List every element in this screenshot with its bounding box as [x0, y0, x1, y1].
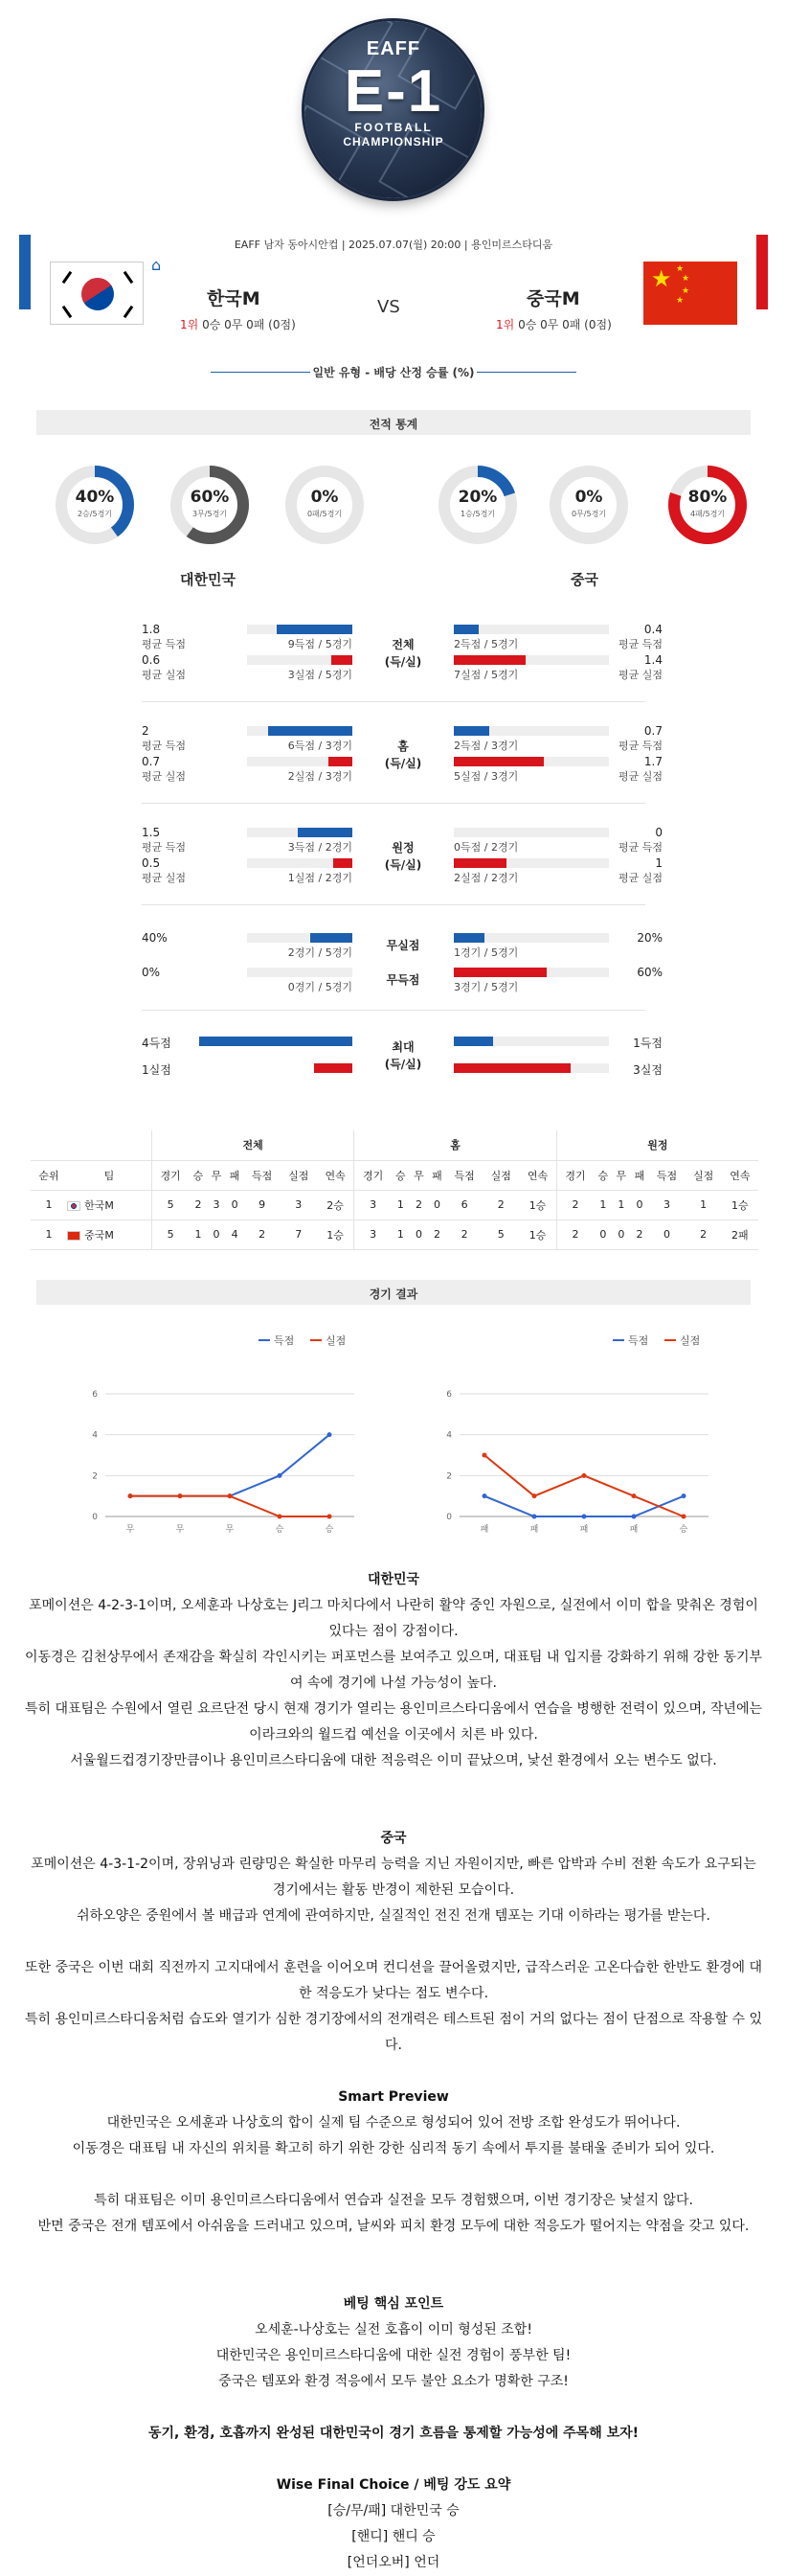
cell-value: 2: [556, 1220, 594, 1249]
home-team-record: [180, 316, 296, 332]
cell-value: 7: [281, 1220, 317, 1249]
col-header: 득점: [648, 1160, 685, 1190]
home-bar-track: [247, 968, 352, 977]
table-row: [31, 1220, 758, 1249]
series-point: [532, 1493, 537, 1498]
stat-group-label: [374, 839, 432, 874]
away-bar-fill: [454, 625, 479, 634]
stat-label: 평균 득점: [142, 841, 187, 854]
stat-label: 평균 득점: [618, 841, 663, 854]
stat-group-label: [374, 636, 432, 671]
streak-label: 무실점: [386, 939, 420, 952]
cell-value: 2승: [317, 1190, 354, 1220]
series-point: [278, 1515, 282, 1519]
cell-value: 0: [410, 1220, 428, 1249]
cell-value: 3: [207, 1190, 225, 1220]
away-bar-caption: 1경기 / 5경기: [454, 946, 519, 959]
stat-group-label-line: (득/실): [384, 757, 422, 770]
donut-chart: [55, 465, 135, 545]
col-header: 무: [612, 1160, 630, 1190]
col-header: 실점: [483, 1160, 519, 1190]
cell-value: 4: [226, 1220, 244, 1249]
stat-label: 평균 실점: [142, 770, 187, 783]
home-bar-caption: 1실점 / 2경기: [287, 872, 352, 884]
y-tick-label: 2: [92, 1471, 98, 1482]
korea-analysis-line: 포메이션은 4-2-3-1이며, 오세훈과 나상호는 J리그 마치다에서 나란히 활약 중인 자원으로, 실전에서 이미 합을 맞춰온 경험이 있다는 점이 강점이다.: [29, 1598, 758, 1639]
table-row: [31, 1190, 758, 1220]
china-analysis-line: 포메이션은 4-3-1-2이며, 장위닝과 린량밍은 확실한 마무리 능력을 지닌 자원이지만, 빠른 압박과 수비 전환 속도가 요구되는 경기에서는 활동 반경이 제한된 모습이다.: [31, 1857, 756, 1898]
home-max-bar: [314, 1063, 352, 1073]
away-max-bar: [454, 1037, 493, 1046]
korea-analysis-line: 이동경은 김천상무에서 존재감을 확실히 각인시키는 퍼포먼스를 보여주고 있으며, 대표팀 내 입지를 강화하기 위해 강한 동기부여 속에 경기에 나설 가능성이 높다.: [25, 1650, 762, 1691]
cell-value: 2: [189, 1190, 207, 1220]
away-bar-fill: [454, 858, 506, 868]
stat-group-label-line: 원정: [392, 841, 415, 855]
korea-analysis-line: 특히 대표팀은 수원에서 열린 요르단전 당시 현재 경기가 열리는 용인미르스타디움에서 연습을 병행한 전력이 있으며, 작년에는 이라크와의 월드컵 예선을 이곳에서 치른 바 있다.: [25, 1701, 762, 1743]
smart-preview-line: 이동경은 대표팀 내 자신의 위치를 확고히 하기 위한 강한 심리적 동기 속에서 투지를 불태울 준비가 되어 있다.: [72, 2141, 715, 2156]
line-chart: [77, 1327, 364, 1535]
stat-value: 1.7: [643, 755, 663, 768]
stat-value: 0.5: [142, 856, 161, 870]
series-point: [632, 1515, 637, 1519]
china-analysis-line: 또한 중국은 이번 대회 직전까지 고지대에서 훈련을 이어오며 컨디션을 끌어올렸지만, 급작스러운 고온다습한 한반도 환경에 대한 적응도가 낮다는 점도 변수다.: [25, 1960, 762, 2001]
col-header: 경기: [556, 1160, 594, 1190]
away-bar-caption: 3경기 / 5경기: [454, 981, 519, 993]
cell-value: 0: [428, 1190, 446, 1220]
col-header: 경기: [354, 1160, 392, 1190]
y-tick-label: 0: [92, 1513, 98, 1522]
cell-value: 2: [686, 1220, 722, 1249]
summary-line: 동기, 환경, 호흡까지 완성된 대한민국이 경기 흐름을 통제할 가능성에 주목해 보자!: [147, 2426, 640, 2441]
col-header: 패: [226, 1160, 244, 1190]
col-header: 득점: [244, 1160, 281, 1190]
donut-percent: 20%: [458, 488, 498, 507]
final-choice-line: [핸디] 핸디 승: [351, 2529, 436, 2544]
cell-team: [67, 1220, 151, 1249]
stat-value: 1.8: [142, 623, 161, 636]
cell-value: 3: [354, 1220, 392, 1249]
home-bar-caption: 3득점 / 2경기: [287, 841, 352, 854]
match-meta: EAFF 남자 동아시안컵 | 2025.07.07(월) 20:00 | 용인미르스타디움: [234, 239, 553, 251]
cell-value: 1: [594, 1190, 612, 1220]
stat-value: 40%: [142, 931, 168, 945]
series-point: [632, 1493, 637, 1498]
series-point: [532, 1515, 537, 1519]
group-divider: [142, 904, 645, 905]
x-tick-label: 무: [225, 1525, 235, 1535]
stat-value: 1: [655, 856, 663, 870]
korea-analysis-title: 대한민국: [367, 1572, 420, 1587]
stat-value: 1.5: [142, 826, 161, 839]
series-point: [483, 1493, 487, 1498]
cell-value: 0: [594, 1220, 612, 1249]
logo-championship: CHAMPIONSHIP: [343, 135, 444, 148]
tournament-logo: [0, 0, 787, 206]
stat-label: 평균 실점: [142, 669, 187, 681]
away-team-name: 중국M: [527, 288, 580, 309]
betting-points-line: 중국은 템포와 환경 적응에서 모두 불안 요소가 명확한 구조!: [218, 2374, 569, 2389]
final-choice-line: [언더오버] 언더: [347, 2555, 440, 2570]
cell-value: 1: [392, 1220, 410, 1249]
away-bar-caption: 2득점 / 3경기: [454, 740, 519, 752]
cell-value: 2: [446, 1220, 483, 1249]
cell-value: 1: [612, 1190, 630, 1220]
home-bar-fill: [298, 828, 352, 837]
smart-preview-line: 반면 중국은 전개 템포에서 아쉬움을 드러내고 있으며, 날씨와 피치 환경 모두에 대한 적응도가 떨어지는 약점을 갖고 있다.: [37, 2219, 750, 2234]
series-line: [484, 1496, 684, 1516]
cell-value: 3: [281, 1190, 317, 1220]
home-team-wdl: 0승 0무 0패 (0점): [202, 318, 296, 331]
series-line: [130, 1496, 329, 1516]
x-tick-label: 패: [579, 1525, 589, 1535]
col-header: 연속: [317, 1160, 354, 1190]
cell-value: 1: [392, 1190, 410, 1220]
donut-chart: [549, 465, 629, 545]
group-all: 전체: [151, 1130, 353, 1160]
x-tick-label: 패: [480, 1525, 489, 1535]
legend-label: 실점: [680, 1334, 701, 1347]
odds-section-title: 일반 유형 - 배당 산정 승률 (%): [312, 366, 475, 379]
stat-value: 2: [142, 724, 149, 738]
stat-value: 0.7: [643, 724, 663, 738]
series-point: [682, 1493, 686, 1498]
x-tick-label: 승: [325, 1525, 334, 1535]
col-header: 실점: [686, 1160, 722, 1190]
group-home: 홈: [354, 1130, 556, 1160]
stat-label: 평균 실점: [142, 872, 187, 884]
cell-value: 1: [686, 1190, 722, 1220]
col-header: 패: [428, 1160, 446, 1190]
china-analysis-title: 중국: [380, 1831, 407, 1846]
legend-label: 득점: [628, 1334, 649, 1347]
cell-value: 2: [630, 1220, 648, 1249]
stat-group-label-line: (득/실): [384, 858, 422, 872]
legend-label: 득점: [274, 1334, 295, 1347]
china-flag-icon: [67, 1231, 80, 1241]
home-team-name: 한국M: [207, 288, 260, 309]
col-header: 실점: [281, 1160, 317, 1190]
col-header: 승: [392, 1160, 410, 1190]
stat-label: 평균 실점: [618, 872, 663, 884]
cell-value: 0: [207, 1220, 225, 1249]
away-team-record: [496, 316, 612, 332]
home-bar-caption: 3실점 / 5경기: [287, 669, 352, 681]
away-bar-fill: [454, 757, 544, 766]
table-header-row: [31, 1160, 758, 1190]
series-point: [682, 1515, 686, 1519]
series-line: [130, 1435, 329, 1496]
stat-label: 평균 득점: [618, 740, 663, 752]
table-body: [31, 1190, 758, 1249]
korea-flag: [50, 262, 144, 325]
x-tick-label: 무: [125, 1525, 135, 1535]
home-bar-fill: [268, 726, 352, 736]
series-point: [483, 1453, 487, 1458]
col-header: 패: [630, 1160, 648, 1190]
donut-percent: 80%: [687, 488, 728, 507]
logo-eaff: EAFF: [366, 38, 421, 59]
betting-points-title: 베팅 핵심 포인트: [343, 2296, 444, 2312]
cell-value: 1승: [519, 1190, 556, 1220]
away-bar-fill: [454, 933, 484, 943]
col-header: 연속: [519, 1160, 556, 1190]
series-point: [327, 1432, 332, 1437]
stat-value: 60%: [637, 966, 663, 979]
cell-value: 0: [648, 1220, 685, 1249]
x-tick-label: 패: [529, 1525, 539, 1535]
donut-chart: [169, 465, 250, 545]
cell-value: 2패: [722, 1220, 758, 1249]
cell-value: 3: [648, 1190, 685, 1220]
cell-value: 5: [151, 1190, 189, 1220]
away-bar-caption: 7실점 / 5경기: [454, 669, 519, 681]
chart-svg: [431, 1327, 718, 1535]
donut-caption: 3무/5경기: [191, 510, 228, 518]
series-point: [327, 1515, 332, 1519]
chart-svg: [77, 1327, 364, 1535]
cell-value: 1: [189, 1220, 207, 1249]
stat-value: 0.7: [142, 755, 161, 768]
col-header: 득점: [446, 1160, 483, 1190]
donut-percent: 40%: [75, 488, 115, 507]
stat-group-label-line: (득/실): [384, 1058, 422, 1071]
title-line-right: [477, 372, 576, 373]
cell-value: 0: [226, 1190, 244, 1220]
col-header: 승: [594, 1160, 612, 1190]
korea-flag-icon: [67, 1201, 80, 1211]
cell-value: 1승: [722, 1190, 758, 1220]
cell-value: 1승: [317, 1220, 354, 1249]
team-name: 중국M: [84, 1228, 114, 1242]
final-choice-line: [승/무/패] 대한민국 승: [327, 2503, 460, 2519]
donut-caption: 0무/5경기: [571, 510, 607, 518]
x-tick-label: 무: [175, 1525, 185, 1535]
x-tick-label: 승: [275, 1525, 284, 1535]
col-header: 승: [189, 1160, 207, 1190]
cell-value: 9: [244, 1190, 281, 1220]
away-bar-caption: 2실점 / 2경기: [454, 872, 519, 884]
cell-value: 2: [410, 1190, 428, 1220]
stat-value: 3실점: [633, 1063, 663, 1077]
away-bar-caption: 5실점 / 3경기: [454, 770, 519, 783]
away-bar-caption: 0득점 / 2경기: [454, 841, 519, 854]
home-icon: ⌂: [151, 256, 162, 274]
cell-value: 5: [151, 1220, 189, 1249]
final-choice-title: Wise Final Choice / 베팅 강도 요약: [276, 2477, 511, 2493]
col-header: 연속: [722, 1160, 758, 1190]
cell-value: 0: [612, 1220, 630, 1249]
col-header: 경기: [151, 1160, 189, 1190]
cell-value: 2: [244, 1220, 281, 1249]
cell-value: 3: [354, 1190, 392, 1220]
cell-value: 2: [556, 1190, 594, 1220]
match-header: [19, 235, 768, 331]
y-tick-label: 2: [446, 1471, 452, 1482]
logo-football: FOOTBALL: [354, 121, 433, 134]
smart-preview-title: Smart Preview: [338, 2089, 449, 2105]
group-divider: [142, 1010, 645, 1011]
x-tick-label: 패: [629, 1525, 639, 1535]
home-bar-caption: 6득점 / 3경기: [287, 740, 352, 752]
cell-value: 2: [483, 1190, 519, 1220]
group-away: 원정: [556, 1130, 758, 1160]
series-point: [582, 1515, 587, 1519]
cell-value: 6: [446, 1190, 483, 1220]
col-header: 순위: [31, 1160, 67, 1190]
betting-points-line: 오세훈-나상호는 실전 호흡이 이미 형성된 조합!: [255, 2322, 532, 2337]
cell-rank: 1: [31, 1190, 67, 1220]
logo-e1: E-1: [344, 58, 443, 125]
y-tick-label: 0: [446, 1513, 452, 1522]
cell-value: 2: [428, 1220, 446, 1249]
stat-value: 0: [655, 826, 663, 839]
smart-preview-line: 대한민국은 오세훈과 나상호의 합이 실제 팀 수준으로 형성되어 있어 전방 조합 완성도가 뛰어나다.: [106, 2115, 681, 2131]
col-header: 무: [207, 1160, 225, 1190]
stat-label: 평균 득점: [618, 638, 663, 650]
stat-label: 평균 득점: [142, 740, 187, 752]
donut-chart: [438, 465, 518, 545]
home-max-bar: [199, 1037, 352, 1046]
group-divider: [142, 803, 645, 804]
home-bar-fill: [277, 625, 352, 634]
away-max-bar: [454, 1063, 571, 1073]
betting-points-line: 대한민국은 용인미르스타디움에 대한 실전 경험이 풍부한 팀!: [215, 2348, 572, 2363]
stat-group-label-line: 최대: [392, 1040, 415, 1054]
x-tick-label: 승: [679, 1525, 688, 1535]
stat-value: 0.6: [142, 653, 161, 667]
col-header: 팀: [67, 1160, 151, 1190]
vs-label: VS: [377, 297, 400, 317]
away-bar-caption: 2득점 / 5경기: [454, 638, 519, 650]
table-group-row: [31, 1130, 758, 1160]
home-team-rank: 1위: [180, 318, 199, 331]
donut-caption: 1승/5경기: [460, 510, 496, 518]
cell-team: [67, 1190, 151, 1220]
donut-percent: 0%: [574, 488, 603, 507]
group-divider: [142, 701, 645, 702]
team-name: 한국M: [84, 1198, 114, 1212]
donut-percent: 60%: [190, 488, 230, 507]
home-bar-caption: 2실점 / 3경기: [287, 770, 352, 783]
y-tick-label: 4: [92, 1430, 98, 1441]
china-flag: ★ ★ ★ ★ ★: [643, 262, 737, 325]
home-bar-caption: 9득점 / 5경기: [287, 638, 352, 650]
stat-value: 0%: [142, 966, 161, 979]
stat-label: 평균 실점: [618, 770, 663, 783]
y-tick-label: 6: [92, 1390, 98, 1400]
line-chart: [431, 1327, 718, 1535]
stat-value: 1득점: [633, 1037, 663, 1050]
away-bar-fill: [454, 968, 547, 977]
away-bar-fill: [454, 726, 489, 736]
streak-label: 무득점: [386, 973, 420, 987]
home-bar-caption: 2경기 / 5경기: [287, 946, 352, 959]
donut-caption: 0패/5경기: [306, 510, 343, 518]
home-bar-fill: [333, 858, 352, 868]
cell-rank: 1: [31, 1220, 67, 1249]
stat-group-label-line: 전체: [392, 638, 415, 651]
max-group-label: [374, 1038, 432, 1073]
y-tick-label: 4: [446, 1430, 452, 1441]
china-analysis-line: 쉬하오양은 중원에서 볼 배급과 연계에 관여하지만, 실질적인 전진 전개 템포는 기대 이하라는 평가를 받는다.: [77, 1908, 710, 1924]
away-bar-track: [454, 828, 609, 837]
stat-value: 20%: [637, 931, 663, 945]
donut-caption: 2승/5경기: [77, 510, 113, 518]
korea-analysis-line: 서울월드컵경기장만큼이나 용인미르스타디움에 대한 적응력은 이미 끝났으며, 낯선 환경에서 오는 변수도 없다.: [70, 1753, 717, 1768]
stat-label: 평균 실점: [618, 669, 663, 681]
home-country-label: 대한민국: [180, 571, 236, 588]
away-country-label: 중국: [571, 571, 598, 588]
stat-value: 1.4: [643, 653, 663, 667]
legend-label: 실점: [326, 1334, 347, 1347]
series-point: [128, 1493, 133, 1498]
cell-value: 1승: [519, 1220, 556, 1249]
stat-group-label-line: (득/실): [384, 655, 422, 669]
cell-value: 0: [630, 1190, 648, 1220]
china-analysis-line: 특히 용인미르스타디움처럼 습도와 열기가 심한 경기장에서의 전개력은 테스트된 점이 거의 없다는 점이 단점으로 작용할 수 있다.: [25, 2012, 762, 2053]
home-bar-fill: [310, 933, 352, 943]
home-bar-fill: [331, 655, 352, 665]
y-tick-label: 6: [446, 1390, 452, 1400]
stat-group-label-line: 홈: [397, 740, 409, 753]
series-point: [582, 1473, 587, 1478]
donut-percent: 0%: [310, 488, 339, 507]
donut-chart: [284, 465, 365, 545]
standings-table: [31, 1130, 758, 1250]
results-title: 경기 결과: [369, 1288, 418, 1301]
series-point: [178, 1493, 183, 1498]
stat-value: 0.4: [643, 623, 663, 636]
stat-label: 평균 득점: [142, 638, 187, 650]
home-bar-caption: 0경기 / 5경기: [287, 981, 352, 993]
donut-chart: [667, 465, 748, 545]
stat-group-label: [374, 738, 432, 772]
col-header: 무: [410, 1160, 428, 1190]
away-team-wdl: 0승 0무 0패 (0점): [518, 318, 612, 331]
stats-title: 전적 통계: [369, 418, 418, 431]
series-point: [228, 1493, 233, 1498]
away-bar-fill: [454, 655, 526, 665]
stat-value: 1실점: [142, 1063, 171, 1077]
series-point: [278, 1473, 282, 1478]
donut-caption: 4패/5경기: [689, 510, 726, 518]
home-bar-fill: [328, 757, 352, 766]
stat-value: 4득점: [142, 1037, 171, 1050]
smart-preview-line: 특히 대표팀은 이미 용인미르스타디움에서 연습과 실전을 모두 경험했으며, 이번 경기장은 낯설지 않다.: [94, 2193, 693, 2208]
away-team-rank: 1위: [496, 318, 515, 331]
cell-value: 5: [483, 1220, 519, 1249]
